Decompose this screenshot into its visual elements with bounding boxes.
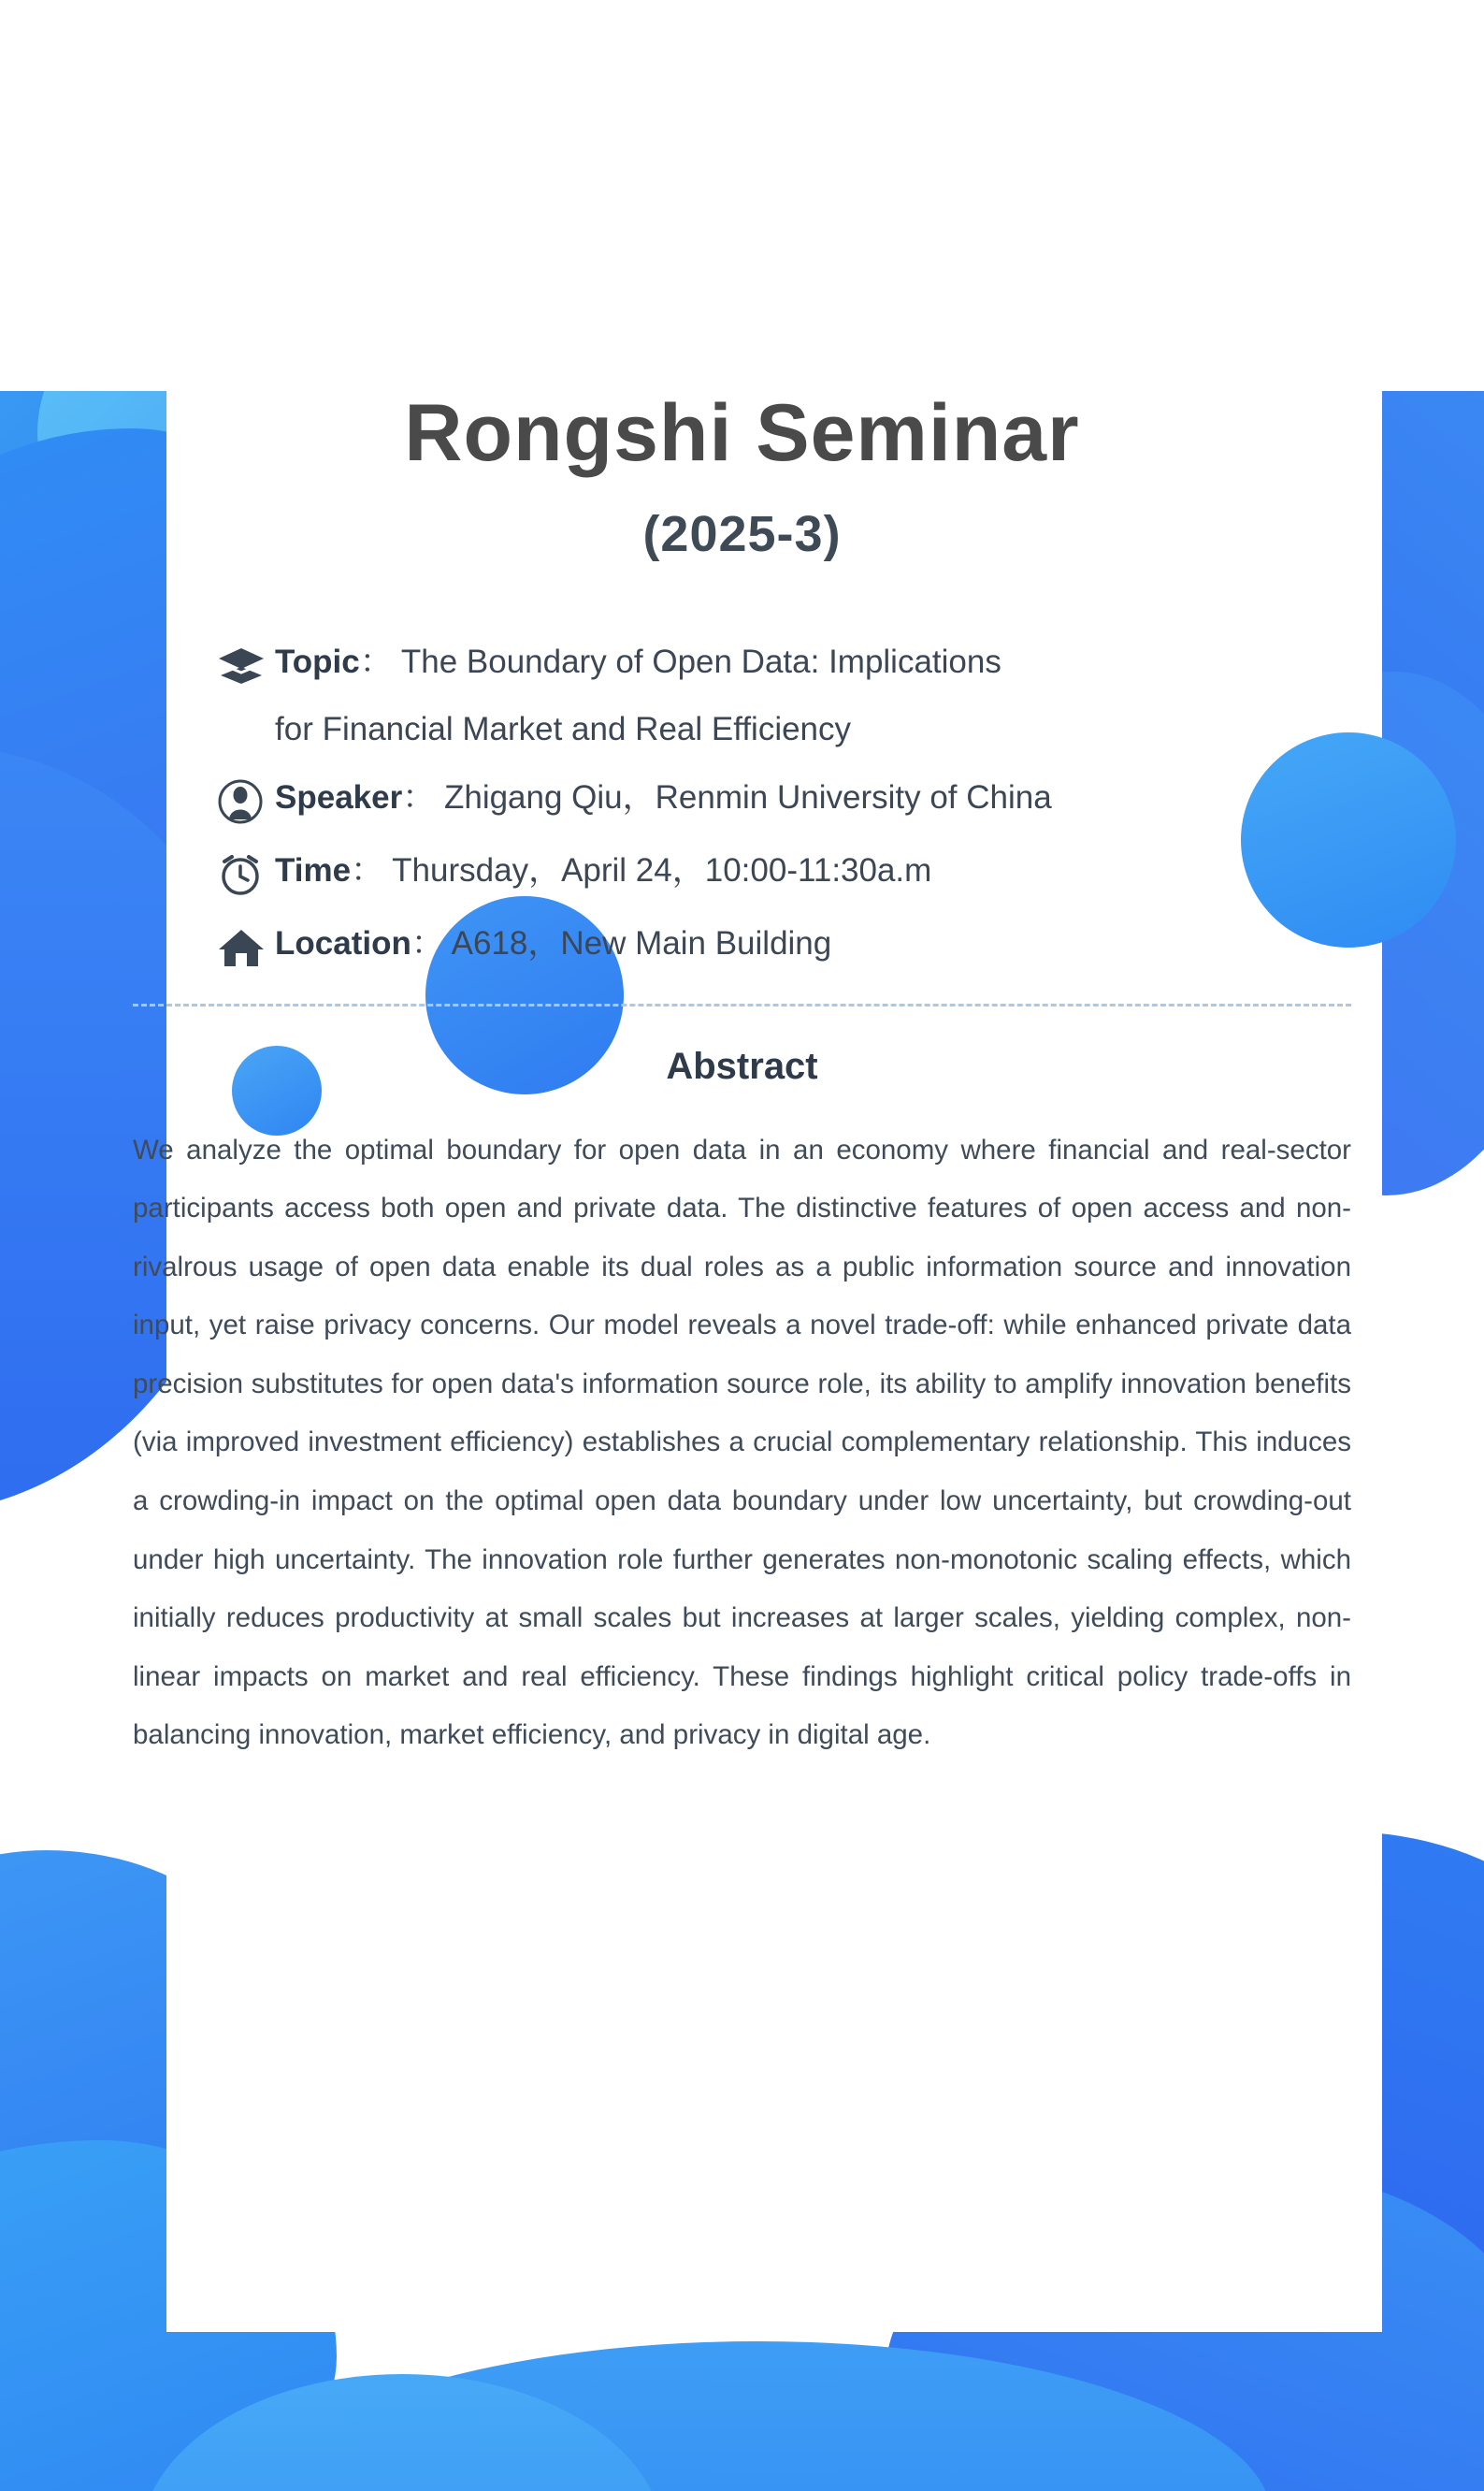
info-location-separator: ：: [411, 924, 444, 962]
section-divider: [133, 1004, 1351, 1007]
info-topic-label: Topic: [275, 644, 360, 681]
info-time-value: Thursday，April 24，10:00-11:30a.m: [392, 851, 932, 889]
home-icon: [217, 920, 275, 972]
layers-icon: [217, 638, 275, 690]
seminar-info-list: [217, 638, 1320, 972]
info-location-value: A618，New Main Building: [451, 924, 832, 962]
info-speaker-separator: ：: [402, 778, 436, 816]
info-speaker-text: [275, 774, 1052, 823]
page-title: Rongshi Seminar: [404, 388, 1080, 478]
info-topic-value: The Boundary of Open Data: Implications: [400, 644, 1001, 681]
info-row-time: [217, 847, 1320, 899]
info-topic-text: [275, 638, 1001, 688]
info-row-speaker: [217, 774, 1320, 826]
info-location-text: [275, 920, 831, 969]
info-topic-value-line2: for Financial Market and Real Efficiency: [275, 711, 852, 748]
info-speaker-value: Zhigang Qiu，Renmin University of China: [443, 778, 1052, 816]
clock-icon: [217, 847, 275, 899]
info-location-label: Location: [275, 924, 411, 962]
abstract-body: We analyze the optimal boundary for open data in an economy where financial and real-sector participants access both open and private data. The distinctive features of open access and non-rivalrous usage of open data enable its dual roles as a public information source and innovation input, yet raise privacy concerns. Our model reveals a novel trade-off: while enhanced private data precision substitutes for open data's information source role, its ability to amplify innovation benefits (via improved investment efficiency) establishes a crucial complementary relationship. This induces a crowding-in impact on the optimal open data boundary under low uncertainty, but crowding-out under high uncertainty. The innovation role further generates non-monotonic scaling effects, which initially reduces productivity at small scales but increases at larger scales, yielding complex, non-linear impacts on market and real efficiency. These findings highlight critical policy trade-offs in balancing innovation, market efficiency, and privacy in digital age.: [133, 1134, 1351, 1751]
page-subtitle: (2025-3): [642, 506, 842, 563]
info-speaker-label: Speaker: [275, 778, 403, 816]
info-time-text: [275, 847, 931, 896]
poster-content: [0, 388, 1484, 1765]
person-icon: [217, 774, 275, 826]
info-row-topic: [217, 638, 1320, 690]
info-row-location: [217, 920, 1320, 972]
info-time-separator: ：: [351, 851, 384, 889]
abstract-heading: Abstract: [666, 1045, 818, 1087]
info-topic-separator: ：: [359, 644, 393, 681]
info-time-label: Time: [275, 851, 352, 889]
title-block: [0, 388, 1484, 563]
